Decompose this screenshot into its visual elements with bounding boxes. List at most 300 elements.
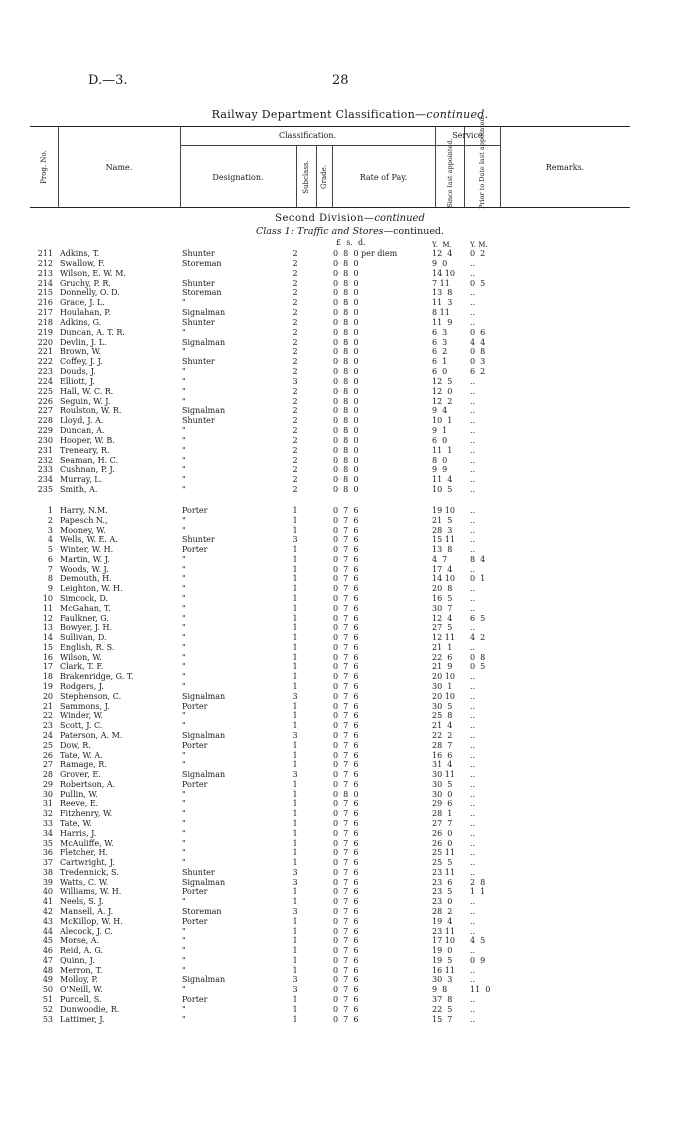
table-row: [0, 956, 700, 966]
service-since-cell: 20 10: [432, 692, 455, 701]
name-cell: Elliott, J.: [60, 377, 95, 386]
subclass-cell: 1: [292, 917, 298, 926]
rate-cell: 0 7 6: [333, 721, 359, 730]
prog-no-cell: 33: [42, 819, 53, 828]
rate-cell: 0 8 0: [333, 387, 359, 396]
name-cell: Stephenson, C.: [60, 692, 122, 701]
rate-cell: 0 8 0: [333, 328, 359, 337]
rate-cell: 0 7 6: [333, 614, 359, 623]
prog-no-cell: 40: [42, 887, 53, 896]
service-prior-cell: 0 1: [470, 574, 486, 583]
rate-cell: 0 7 6: [333, 526, 359, 535]
name-cell: Coffey, J. J.: [60, 357, 103, 366]
service-since-cell: 23 0: [432, 897, 453, 906]
subclass-cell: 1: [292, 741, 298, 750]
designation-cell: ": [182, 475, 186, 484]
prog-no-cell: 212: [37, 259, 53, 268]
service-since-cell: 27 5: [432, 623, 453, 632]
designation-cell: Shunter: [182, 318, 215, 327]
designation-cell: ": [182, 526, 186, 535]
table-row: [0, 887, 700, 897]
prog-no-cell: 219: [37, 328, 53, 337]
service-prior-cell: ..: [470, 506, 476, 515]
name-cell: Brakenridge, G. T.: [60, 672, 134, 681]
service-since-cell: 30 5: [432, 780, 453, 789]
rate-cell: 0 8 0: [333, 338, 359, 347]
prog-no-cell: 4: [47, 535, 53, 544]
subclass-cell: 2: [292, 249, 298, 258]
page-number: 28: [332, 73, 349, 88]
table-row: [0, 594, 700, 604]
service-since-cell: 9 4: [432, 406, 448, 415]
designation-cell: ": [182, 927, 186, 936]
name-cell: McAuliffe, W.: [60, 839, 114, 848]
service-prior-cell: ..: [470, 692, 476, 701]
subclass-cell: 3: [292, 731, 298, 740]
name-cell: Lloyd, J. A.: [60, 416, 104, 425]
name-cell: Neels, S. J.: [60, 897, 104, 906]
service-prior-cell: ..: [470, 594, 476, 603]
service-prior-cell: ..: [470, 848, 476, 857]
designation-cell: ": [182, 985, 186, 994]
designation-cell: Porter: [182, 506, 208, 515]
subclass-cell: 2: [292, 387, 298, 396]
subclass-cell: 1: [292, 702, 298, 711]
table-row: [0, 946, 700, 956]
rate-cell: 0 7 6: [333, 946, 359, 955]
header-subclass: Subclass.: [302, 160, 310, 194]
subclass-cell: 2: [292, 298, 298, 307]
service-prior-cell: ..: [470, 702, 476, 711]
subclass-cell: 2: [292, 406, 298, 415]
prog-no-cell: 44: [42, 927, 53, 936]
table-row: [0, 985, 700, 995]
header-prog-no: Prog. No.: [40, 150, 48, 184]
header-remarks: Remarks.: [545, 163, 585, 172]
service-prior-cell: 2 8: [470, 878, 486, 887]
prog-no-cell: 1: [47, 506, 53, 515]
rate-cell: 0 7 6: [333, 506, 359, 515]
designation-cell: ": [182, 584, 186, 593]
rate-cell: 0 8 0: [333, 347, 359, 356]
rate-cell: 0 7 6: [333, 594, 359, 603]
service-since-cell: 30 7: [432, 604, 453, 613]
prog-no-cell: 8: [47, 574, 53, 583]
designation-cell: ": [182, 574, 186, 583]
rate-cell: 0 8 0: [333, 298, 359, 307]
service-prior-cell: ..: [470, 731, 476, 740]
subclass-cell: 1: [292, 516, 298, 525]
name-cell: Dunwoodie, R.: [60, 1005, 120, 1014]
service-since-cell: 11 9: [432, 318, 453, 327]
designation-cell: ": [182, 456, 186, 465]
rate-cell: 0 7 6: [333, 917, 359, 926]
table-row: [0, 623, 700, 633]
rate-cell: 0 7 6: [333, 643, 359, 652]
designation-cell: ": [182, 946, 186, 955]
service-since-cell: 30 3: [432, 975, 453, 984]
prog-no-cell: 31: [42, 799, 53, 808]
service-since-cell: 6 3: [432, 328, 448, 337]
prog-no-cell: 224: [37, 377, 53, 386]
service-prior-cell: ..: [470, 672, 476, 681]
rate-cell: 0 8 0: [333, 790, 359, 799]
subclass-cell: 1: [292, 711, 298, 720]
name-cell: Demouth, H.: [60, 574, 112, 583]
service-since-cell: 20 8: [432, 584, 453, 593]
designation-cell: ": [182, 848, 186, 857]
prog-no-cell: 16: [42, 653, 53, 662]
service-since-cell: 23 11: [432, 927, 455, 936]
designation-cell: Porter: [182, 545, 208, 554]
table-row: [0, 436, 700, 446]
prog-no-cell: 43: [42, 917, 53, 926]
name-cell: Adkins, T.: [60, 249, 100, 258]
rate-cell: 0 8 0: [333, 406, 359, 415]
designation-cell: ": [182, 298, 186, 307]
designation-cell: Porter: [182, 917, 208, 926]
subclass-cell: 3: [292, 907, 298, 916]
subclass-cell: 1: [292, 995, 298, 1004]
service-prior-cell: ..: [470, 545, 476, 554]
subclass-cell: 1: [292, 819, 298, 828]
prog-no-cell: 214: [37, 279, 53, 288]
prog-no-cell: 235: [37, 485, 53, 494]
service-prior-cell: ..: [470, 1005, 476, 1014]
subclass-cell: 1: [292, 829, 298, 838]
subclass-cell: 1: [292, 790, 298, 799]
designation-cell: Porter: [182, 702, 208, 711]
rate-cell: 0 7 6: [333, 897, 359, 906]
table-row: [0, 347, 700, 357]
rate-cell: 0 7 6: [333, 829, 359, 838]
designation-cell: Signalman: [182, 406, 226, 415]
designation-cell: ": [182, 799, 186, 808]
service-since-cell: 21 4: [432, 721, 453, 730]
designation-cell: ": [182, 347, 186, 356]
name-cell: McGahan, T.: [60, 604, 111, 613]
rate-cell: 0 7 6: [333, 995, 359, 1004]
table-row: [0, 995, 700, 1005]
prog-no-cell: 13: [42, 623, 53, 632]
rate-cell: 0 7 6: [333, 936, 359, 945]
service-since-cell: 28 3: [432, 526, 453, 535]
name-cell: Roulston, W. R.: [60, 406, 122, 415]
prog-no-cell: 30: [42, 790, 53, 799]
subclass-cell: 2: [292, 318, 298, 327]
rate-cell: 0 7 6: [333, 780, 359, 789]
designation-cell: Signalman: [182, 975, 226, 984]
service-prior-cell: ..: [470, 446, 476, 455]
designation-cell: ": [182, 829, 186, 838]
rate-cell: 0 7 6: [333, 975, 359, 984]
table-row: [0, 545, 700, 555]
designation-cell: ": [182, 565, 186, 574]
subclass-cell: 2: [292, 347, 298, 356]
name-cell: Quinn, J.: [60, 956, 95, 965]
service-prior-cell: ..: [470, 741, 476, 750]
units-money: £ s. d.: [336, 238, 366, 247]
subclass-cell: 1: [292, 897, 298, 906]
name-cell: Smith, A.: [60, 485, 98, 494]
name-cell: Martin, W. J.: [60, 555, 110, 564]
designation-cell: ": [182, 711, 186, 720]
subclass-cell: 2: [292, 485, 298, 494]
table-row: [0, 662, 700, 672]
subclass-cell: 1: [292, 799, 298, 808]
service-prior-cell: ..: [470, 623, 476, 632]
designation-cell: ": [182, 790, 186, 799]
prog-no-cell: 213: [37, 269, 53, 278]
service-prior-cell: ..: [470, 917, 476, 926]
subclass-cell: 2: [292, 328, 298, 337]
designation-cell: Signalman: [182, 338, 226, 347]
designation-cell: ": [182, 516, 186, 525]
prog-no-cell: 17: [42, 662, 53, 671]
designation-cell: Storeman: [182, 259, 222, 268]
designation-cell: ": [182, 858, 186, 867]
designation-cell: ": [182, 604, 186, 613]
rate-cell: 0 7 6: [333, 839, 359, 848]
class-subtitle: Class 1: Traffic and Stores—continued.: [255, 226, 445, 237]
service-since-cell: 9 0: [432, 259, 448, 268]
prog-no-cell: 41: [42, 897, 53, 906]
table-row: [0, 897, 700, 907]
name-cell: Murray, L.: [60, 475, 103, 484]
name-cell: Alecock, J. C.: [60, 927, 113, 936]
subclass-cell: 1: [292, 721, 298, 730]
service-since-cell: 10 5: [432, 485, 453, 494]
rate-cell: 0 8 0: [333, 397, 359, 406]
table-row: [0, 1005, 700, 1015]
table-row: [0, 367, 700, 377]
prog-no-cell: 216: [37, 298, 53, 307]
rate-cell: 0 7 6: [333, 653, 359, 662]
name-cell: Morse, A.: [60, 936, 100, 945]
rate-cell: 0 7 6: [333, 809, 359, 818]
designation-cell: Porter: [182, 887, 208, 896]
header-prior: Prior to Date last appointed.: [478, 115, 486, 209]
name-cell: Cushnan, P. J.: [60, 465, 115, 474]
rate-cell: 0 7 6: [333, 927, 359, 936]
prog-no-cell: 230: [37, 436, 53, 445]
service-since-cell: 28 7: [432, 741, 453, 750]
service-prior-cell: ..: [470, 288, 476, 297]
name-cell: Tredennick, S.: [60, 868, 119, 877]
designation-cell: ": [182, 436, 186, 445]
name-cell: Fletcher, H.: [60, 848, 108, 857]
subclass-cell: 1: [292, 604, 298, 613]
rate-cell: 0 8 0: [333, 446, 359, 455]
service-since-cell: 6 0: [432, 367, 448, 376]
service-since-cell: 11 3: [432, 298, 453, 307]
table-row: [0, 406, 700, 416]
rate-cell: 0 8 0: [333, 485, 359, 494]
table-row: [0, 907, 700, 917]
units-prior: Y. M.: [470, 241, 488, 249]
service-since-cell: 6 3: [432, 338, 448, 347]
subclass-cell: 1: [292, 526, 298, 535]
service-prior-cell: 8 4: [470, 555, 486, 564]
table-row: [0, 516, 700, 526]
table-row: [0, 328, 700, 338]
designation-cell: ": [182, 897, 186, 906]
rate-cell: 0 7 6: [333, 1015, 359, 1024]
rate-cell: 0 7 6: [333, 966, 359, 975]
service-prior-cell: ..: [470, 526, 476, 535]
service-since-cell: 15 11: [432, 535, 455, 544]
rate-cell: 0 7 6: [333, 848, 359, 857]
service-prior-cell: 0 9: [470, 956, 486, 965]
rate-cell: 0 7 6: [333, 565, 359, 574]
service-since-cell: 14 10: [432, 269, 455, 278]
rate-cell: 0 7 6: [333, 985, 359, 994]
rate-cell: 0 7 6: [333, 741, 359, 750]
service-prior-cell: ..: [470, 604, 476, 613]
service-since-cell: 22 5: [432, 1005, 453, 1014]
service-prior-cell: ..: [470, 897, 476, 906]
service-since-cell: 27 7: [432, 819, 453, 828]
service-prior-cell: 4 4: [470, 338, 486, 347]
service-prior-cell: 0 6: [470, 328, 486, 337]
service-prior-cell: ..: [470, 819, 476, 828]
table-row: [0, 555, 700, 565]
name-cell: Faulkner, G.: [60, 614, 109, 623]
service-since-cell: 30 5: [432, 702, 453, 711]
name-cell: Sullivan, D.: [60, 633, 107, 642]
subclass-cell: 2: [292, 269, 298, 278]
subclass-cell: 1: [292, 848, 298, 857]
table-row: [0, 357, 700, 367]
table-row: [0, 426, 700, 436]
table-row: [0, 643, 700, 653]
service-prior-cell: ..: [470, 682, 476, 691]
rate-cell: 0 7 6: [333, 604, 359, 613]
rate-cell: 0 8 0: [333, 259, 359, 268]
service-prior-cell: ..: [470, 790, 476, 799]
subclass-cell: 2: [292, 426, 298, 435]
table-row: [0, 858, 700, 868]
subclass-cell: 2: [292, 357, 298, 366]
name-cell: Adkins, G.: [60, 318, 102, 327]
prog-no-cell: 222: [37, 357, 53, 366]
subclass-cell: 1: [292, 653, 298, 662]
subclass-cell: 1: [292, 751, 298, 760]
subclass-cell: 1: [292, 506, 298, 515]
name-cell: Purcell, S.: [60, 995, 102, 1004]
prog-no-cell: 26: [42, 751, 53, 760]
subclass-cell: 1: [292, 643, 298, 652]
table-row: [0, 682, 700, 692]
prog-no-cell: 14: [42, 633, 53, 642]
service-prior-cell: 0 5: [470, 279, 486, 288]
designation-cell: ": [182, 936, 186, 945]
service-since-cell: 31 4: [432, 760, 453, 769]
prog-no-cell: 215: [37, 288, 53, 297]
prog-no-cell: 15: [42, 643, 53, 652]
prog-no-cell: 225: [37, 387, 53, 396]
subclass-cell: 2: [292, 288, 298, 297]
table-row: [0, 308, 700, 318]
prog-no-cell: 36: [42, 848, 53, 857]
rate-cell: 0 7 6: [333, 858, 359, 867]
name-cell: Hooper, W. B.: [60, 436, 115, 445]
service-since-cell: 13 8: [432, 288, 453, 297]
subclass-cell: 3: [292, 692, 298, 701]
designation-cell: Shunter: [182, 279, 215, 288]
name-cell: Paterson, A. M.: [60, 731, 123, 740]
subclass-cell: 1: [292, 946, 298, 955]
rate-cell: 0 8 0: [333, 426, 359, 435]
service-since-cell: 22 2: [432, 731, 453, 740]
table-row: [0, 584, 700, 594]
prog-no-cell: 211: [37, 249, 53, 258]
table-row: [0, 318, 700, 328]
service-since-cell: 4 7: [432, 555, 448, 564]
service-since-cell: 30 1: [432, 682, 453, 691]
service-prior-cell: 0 5: [470, 662, 486, 671]
subclass-cell: 1: [292, 682, 298, 691]
table-row: [0, 506, 700, 516]
designation-cell: Porter: [182, 741, 208, 750]
rate-cell: 0 7 6: [333, 799, 359, 808]
name-cell: Clark, T. F.: [60, 662, 104, 671]
service-prior-cell: ..: [470, 643, 476, 652]
name-cell: Robertson, A.: [60, 780, 116, 789]
service-prior-cell: 0 8: [470, 653, 486, 662]
name-cell: Sammons, J.: [60, 702, 110, 711]
prog-no-cell: 34: [42, 829, 53, 838]
name-cell: Douds, J.: [60, 367, 96, 376]
service-prior-cell: 4 2: [470, 633, 486, 642]
designation-cell: ": [182, 387, 186, 396]
table-row: [0, 377, 700, 387]
service-since-cell: 12 4: [432, 614, 453, 623]
rate-cell: 0 7 6: [333, 682, 359, 691]
prog-no-cell: 9: [47, 584, 53, 593]
table-row: [0, 917, 700, 927]
service-prior-cell: ..: [470, 770, 476, 779]
service-since-cell: 12 0: [432, 387, 453, 396]
service-since-cell: 12 2: [432, 397, 453, 406]
service-prior-cell: ..: [470, 475, 476, 484]
table-row: [0, 868, 700, 878]
prog-no-cell: 11: [42, 604, 53, 613]
service-since-cell: 14 10: [432, 574, 455, 583]
designation-cell: ": [182, 397, 186, 406]
service-prior-cell: ..: [470, 858, 476, 867]
subclass-cell: 1: [292, 555, 298, 564]
service-since-cell: 9 9: [432, 465, 448, 474]
service-since-cell: 19 0: [432, 946, 453, 955]
name-cell: Simcock, D.: [60, 594, 109, 603]
rate-cell: 0 7 6: [333, 555, 359, 564]
prog-no-cell: 27: [42, 760, 53, 769]
designation-cell: ": [182, 446, 186, 455]
subclass-cell: 1: [292, 858, 298, 867]
name-cell: McKillop, W. H.: [60, 917, 123, 926]
designation-cell: ": [182, 614, 186, 623]
table-row: [0, 780, 700, 790]
table-row: [0, 574, 700, 584]
name-cell: Pullin, W.: [60, 790, 98, 799]
name-cell: Winter, W. H.: [60, 545, 114, 554]
table-row: [0, 770, 700, 780]
prog-no-cell: 46: [42, 946, 53, 955]
rate-cell: 0 8 0: [333, 318, 359, 327]
prog-no-cell: 221: [37, 347, 53, 356]
subclass-cell: 3: [292, 878, 298, 887]
